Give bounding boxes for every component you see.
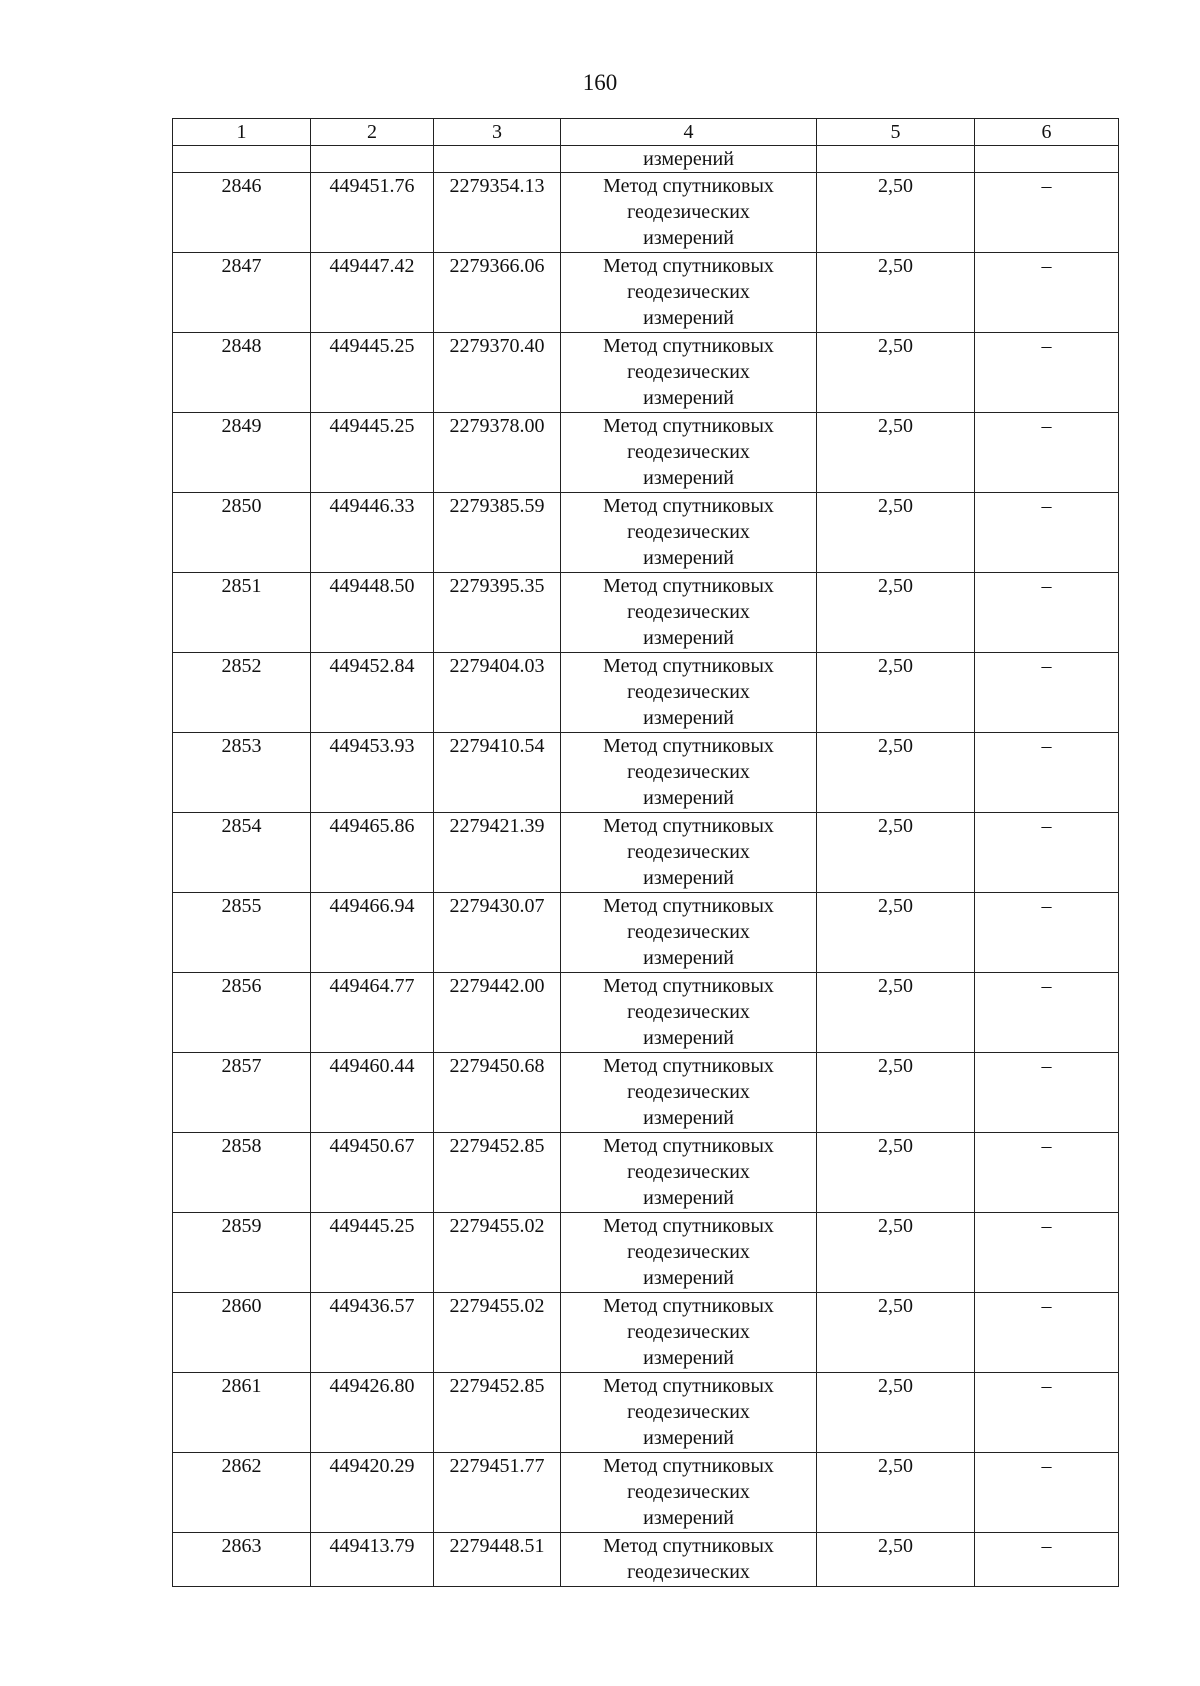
accuracy-cell: 2,50 bbox=[817, 253, 975, 333]
method-line: Метод спутниковых bbox=[603, 1375, 774, 1397]
note-cell: – bbox=[975, 813, 1119, 893]
point-number-cell: 2848 bbox=[173, 333, 311, 413]
method-cell bbox=[561, 1373, 817, 1453]
method-line: геодезических bbox=[627, 761, 750, 783]
accuracy-cell: 2,50 bbox=[817, 1053, 975, 1133]
method-line: геодезических bbox=[627, 1001, 750, 1023]
x-coordinate-cell: 449445.25 bbox=[311, 333, 434, 413]
table-cell bbox=[173, 146, 311, 173]
method-line: геодезических bbox=[627, 1161, 750, 1183]
table-row bbox=[173, 1373, 1119, 1453]
y-coordinate-cell: 2279421.39 bbox=[434, 813, 561, 893]
method-line: измерений bbox=[643, 627, 734, 649]
accuracy-cell: 2,50 bbox=[817, 813, 975, 893]
method-line: Метод спутниковых bbox=[603, 575, 774, 597]
method-line: измерений bbox=[643, 707, 734, 729]
table-row bbox=[173, 413, 1119, 493]
point-number-cell: 2858 bbox=[173, 1133, 311, 1213]
method-cell bbox=[561, 733, 817, 813]
note-cell: – bbox=[975, 1293, 1119, 1373]
accuracy-cell: 2,50 bbox=[817, 493, 975, 573]
table-row bbox=[173, 893, 1119, 973]
method-line: измерений bbox=[643, 307, 734, 329]
method-cell bbox=[561, 1053, 817, 1133]
continuation-row bbox=[173, 146, 1119, 173]
x-coordinate-cell: 449426.80 bbox=[311, 1373, 434, 1453]
y-coordinate-cell: 2279395.35 bbox=[434, 573, 561, 653]
x-coordinate-cell: 449452.84 bbox=[311, 653, 434, 733]
method-line: геодезических bbox=[627, 1481, 750, 1503]
accuracy-cell: 2,50 bbox=[817, 973, 975, 1053]
header-cell: 4 bbox=[561, 119, 817, 146]
accuracy-cell: 2,50 bbox=[817, 1213, 975, 1293]
method-line: Метод спутниковых bbox=[603, 1535, 774, 1557]
header-cell: 3 bbox=[434, 119, 561, 146]
point-number-cell: 2850 bbox=[173, 493, 311, 573]
x-coordinate-cell: 449450.67 bbox=[311, 1133, 434, 1213]
note-cell: – bbox=[975, 573, 1119, 653]
point-number-cell: 2856 bbox=[173, 973, 311, 1053]
method-line: измерений bbox=[643, 1507, 734, 1529]
method-line: измерений bbox=[643, 467, 734, 489]
method-line: Метод спутниковых bbox=[603, 175, 774, 197]
method-line: Метод спутниковых bbox=[603, 415, 774, 437]
method-line: измерений bbox=[643, 547, 734, 569]
method-line: Метод спутниковых bbox=[603, 335, 774, 357]
accuracy-cell: 2,50 bbox=[817, 893, 975, 973]
note-cell: – bbox=[975, 333, 1119, 413]
method-line: измерений bbox=[643, 867, 734, 889]
method-line: геодезических bbox=[627, 601, 750, 623]
y-coordinate-cell: 2279452.85 bbox=[434, 1133, 561, 1213]
accuracy-cell: 2,50 bbox=[817, 333, 975, 413]
y-coordinate-cell: 2279455.02 bbox=[434, 1293, 561, 1373]
method-line: Метод спутниковых bbox=[603, 735, 774, 757]
method-line: Метод спутниковых bbox=[603, 655, 774, 677]
point-number-cell: 2855 bbox=[173, 893, 311, 973]
method-line: измерений bbox=[643, 1027, 734, 1049]
header-row bbox=[173, 119, 1119, 146]
accuracy-cell: 2,50 bbox=[817, 1453, 975, 1533]
method-line: геодезических bbox=[627, 1241, 750, 1263]
accuracy-cell: 2,50 bbox=[817, 413, 975, 493]
table-row bbox=[173, 1213, 1119, 1293]
method-line: Метод спутниковых bbox=[603, 1455, 774, 1477]
accuracy-cell: 2,50 bbox=[817, 1533, 975, 1587]
table-row bbox=[173, 1533, 1119, 1587]
x-coordinate-cell: 449445.25 bbox=[311, 1213, 434, 1293]
method-line: геодезических bbox=[627, 1081, 750, 1103]
y-coordinate-cell: 2279430.07 bbox=[434, 893, 561, 973]
accuracy-cell: 2,50 bbox=[817, 1133, 975, 1213]
x-coordinate-cell: 449464.77 bbox=[311, 973, 434, 1053]
method-line: геодезических bbox=[627, 1401, 750, 1423]
table-row bbox=[173, 253, 1119, 333]
note-cell: – bbox=[975, 893, 1119, 973]
x-coordinate-cell: 449451.76 bbox=[311, 173, 434, 253]
method-cell bbox=[561, 333, 817, 413]
table-row bbox=[173, 1453, 1119, 1533]
method-cell bbox=[561, 173, 817, 253]
x-coordinate-cell: 449420.29 bbox=[311, 1453, 434, 1533]
table-row bbox=[173, 733, 1119, 813]
method-line: измерений bbox=[643, 1427, 734, 1449]
table-row bbox=[173, 573, 1119, 653]
accuracy-cell: 2,50 bbox=[817, 573, 975, 653]
x-coordinate-cell: 449447.42 bbox=[311, 253, 434, 333]
point-number-cell: 2846 bbox=[173, 173, 311, 253]
table-row bbox=[173, 493, 1119, 573]
method-cell bbox=[561, 1533, 817, 1587]
note-cell: – bbox=[975, 413, 1119, 493]
table-row bbox=[173, 173, 1119, 253]
note-cell: – bbox=[975, 1133, 1119, 1213]
table-row bbox=[173, 973, 1119, 1053]
x-coordinate-cell: 449436.57 bbox=[311, 1293, 434, 1373]
method-line: геодезических bbox=[627, 681, 750, 703]
y-coordinate-cell: 2279354.13 bbox=[434, 173, 561, 253]
method-cell bbox=[561, 893, 817, 973]
method-line: геодезических bbox=[627, 201, 750, 223]
table-cell bbox=[311, 146, 434, 173]
y-coordinate-cell: 2279452.85 bbox=[434, 1373, 561, 1453]
note-cell: – bbox=[975, 493, 1119, 573]
method-line: Метод спутниковых bbox=[603, 895, 774, 917]
x-coordinate-cell: 449453.93 bbox=[311, 733, 434, 813]
point-number-cell: 2851 bbox=[173, 573, 311, 653]
method-line: Метод спутниковых bbox=[603, 255, 774, 277]
y-coordinate-cell: 2279370.40 bbox=[434, 333, 561, 413]
note-cell: – bbox=[975, 973, 1119, 1053]
y-coordinate-cell: 2279366.06 bbox=[434, 253, 561, 333]
note-cell: – bbox=[975, 253, 1119, 333]
header-cell: 2 bbox=[311, 119, 434, 146]
method-cell bbox=[561, 973, 817, 1053]
x-coordinate-cell: 449445.25 bbox=[311, 413, 434, 493]
point-number-cell: 2860 bbox=[173, 1293, 311, 1373]
accuracy-cell: 2,50 bbox=[817, 173, 975, 253]
table-row bbox=[173, 1293, 1119, 1373]
method-line: Метод спутниковых bbox=[603, 975, 774, 997]
page-number: 160 bbox=[582, 70, 618, 95]
method-line: измерений bbox=[643, 947, 734, 969]
point-number-cell: 2849 bbox=[173, 413, 311, 493]
method-cell bbox=[561, 1453, 817, 1533]
x-coordinate-cell: 449460.44 bbox=[311, 1053, 434, 1133]
method-cell bbox=[561, 1213, 817, 1293]
x-coordinate-cell: 449446.33 bbox=[311, 493, 434, 573]
method-cell bbox=[561, 813, 817, 893]
table-row bbox=[173, 333, 1119, 413]
method-line: геодезических bbox=[627, 921, 750, 943]
point-number-cell: 2847 bbox=[173, 253, 311, 333]
point-number-cell: 2863 bbox=[173, 1533, 311, 1587]
accuracy-cell: 2,50 bbox=[817, 1293, 975, 1373]
y-coordinate-cell: 2279442.00 bbox=[434, 973, 561, 1053]
method-cell bbox=[561, 653, 817, 733]
y-coordinate-cell: 2279385.59 bbox=[434, 493, 561, 573]
method-line: геодезических bbox=[627, 521, 750, 543]
table-row bbox=[173, 653, 1119, 733]
point-number-cell: 2862 bbox=[173, 1453, 311, 1533]
method-line: измерений bbox=[643, 1347, 734, 1369]
method-line: измерений bbox=[643, 227, 734, 249]
table-cell bbox=[434, 146, 561, 173]
method-line: геодезических bbox=[627, 441, 750, 463]
method-line: измерений bbox=[643, 787, 734, 809]
y-coordinate-cell: 2279448.51 bbox=[434, 1533, 561, 1587]
method-line: геодезических bbox=[627, 1321, 750, 1343]
table-row bbox=[173, 1053, 1119, 1133]
y-coordinate-cell: 2279404.03 bbox=[434, 653, 561, 733]
method-line: измерений bbox=[643, 1267, 734, 1289]
table-cell bbox=[975, 146, 1119, 173]
accuracy-cell: 2,50 bbox=[817, 733, 975, 813]
x-coordinate-cell: 449448.50 bbox=[311, 573, 434, 653]
note-cell: – bbox=[975, 1453, 1119, 1533]
method-cell bbox=[561, 1293, 817, 1373]
note-cell: – bbox=[975, 733, 1119, 813]
point-number-cell: 2852 bbox=[173, 653, 311, 733]
header-cell: 1 bbox=[173, 119, 311, 146]
y-coordinate-cell: 2279378.00 bbox=[434, 413, 561, 493]
method-line: Метод спутниковых bbox=[603, 1295, 774, 1317]
x-coordinate-cell: 449465.86 bbox=[311, 813, 434, 893]
y-coordinate-cell: 2279450.68 bbox=[434, 1053, 561, 1133]
accuracy-cell: 2,50 bbox=[817, 1373, 975, 1453]
header-cell: 5 bbox=[817, 119, 975, 146]
note-cell: – bbox=[975, 1053, 1119, 1133]
point-number-cell: 2861 bbox=[173, 1373, 311, 1453]
x-coordinate-cell: 449413.79 bbox=[311, 1533, 434, 1587]
method-cell bbox=[561, 573, 817, 653]
method-line: измерений bbox=[643, 387, 734, 409]
point-number-cell: 2854 bbox=[173, 813, 311, 893]
method-line: измерений bbox=[643, 1187, 734, 1209]
table-row bbox=[173, 813, 1119, 893]
method-line: геодезических bbox=[627, 1561, 750, 1583]
method-cell bbox=[561, 253, 817, 333]
method-line: Метод спутниковых bbox=[603, 1135, 774, 1157]
note-cell: – bbox=[975, 1213, 1119, 1293]
method-line: Метод спутниковых bbox=[603, 815, 774, 837]
table-row bbox=[173, 1133, 1119, 1213]
y-coordinate-cell: 2279455.02 bbox=[434, 1213, 561, 1293]
method-line: Метод спутниковых bbox=[603, 1215, 774, 1237]
method-cell bbox=[561, 413, 817, 493]
point-number-cell: 2857 bbox=[173, 1053, 311, 1133]
header-cell: 6 bbox=[975, 119, 1119, 146]
point-number-cell: 2859 bbox=[173, 1213, 311, 1293]
method-cell bbox=[561, 493, 817, 573]
method-line: измерений bbox=[643, 1107, 734, 1129]
method-line: геодезических bbox=[627, 841, 750, 863]
coordinates-table bbox=[172, 118, 1119, 1587]
method-cell bbox=[561, 1133, 817, 1213]
table-cell bbox=[817, 146, 975, 173]
x-coordinate-cell: 449466.94 bbox=[311, 893, 434, 973]
accuracy-cell: 2,50 bbox=[817, 653, 975, 733]
method-line: Метод спутниковых bbox=[603, 495, 774, 517]
note-cell: – bbox=[975, 1533, 1119, 1587]
point-number-cell: 2853 bbox=[173, 733, 311, 813]
method-line: Метод спутниковых bbox=[603, 1055, 774, 1077]
note-cell: – bbox=[975, 173, 1119, 253]
note-cell: – bbox=[975, 1373, 1119, 1453]
method-line: геодезических bbox=[627, 281, 750, 303]
note-cell: – bbox=[975, 653, 1119, 733]
y-coordinate-cell: 2279410.54 bbox=[434, 733, 561, 813]
table-body bbox=[173, 119, 1119, 1587]
y-coordinate-cell: 2279451.77 bbox=[434, 1453, 561, 1533]
method-line: геодезических bbox=[627, 361, 750, 383]
continuation-text: измерений bbox=[561, 146, 817, 173]
